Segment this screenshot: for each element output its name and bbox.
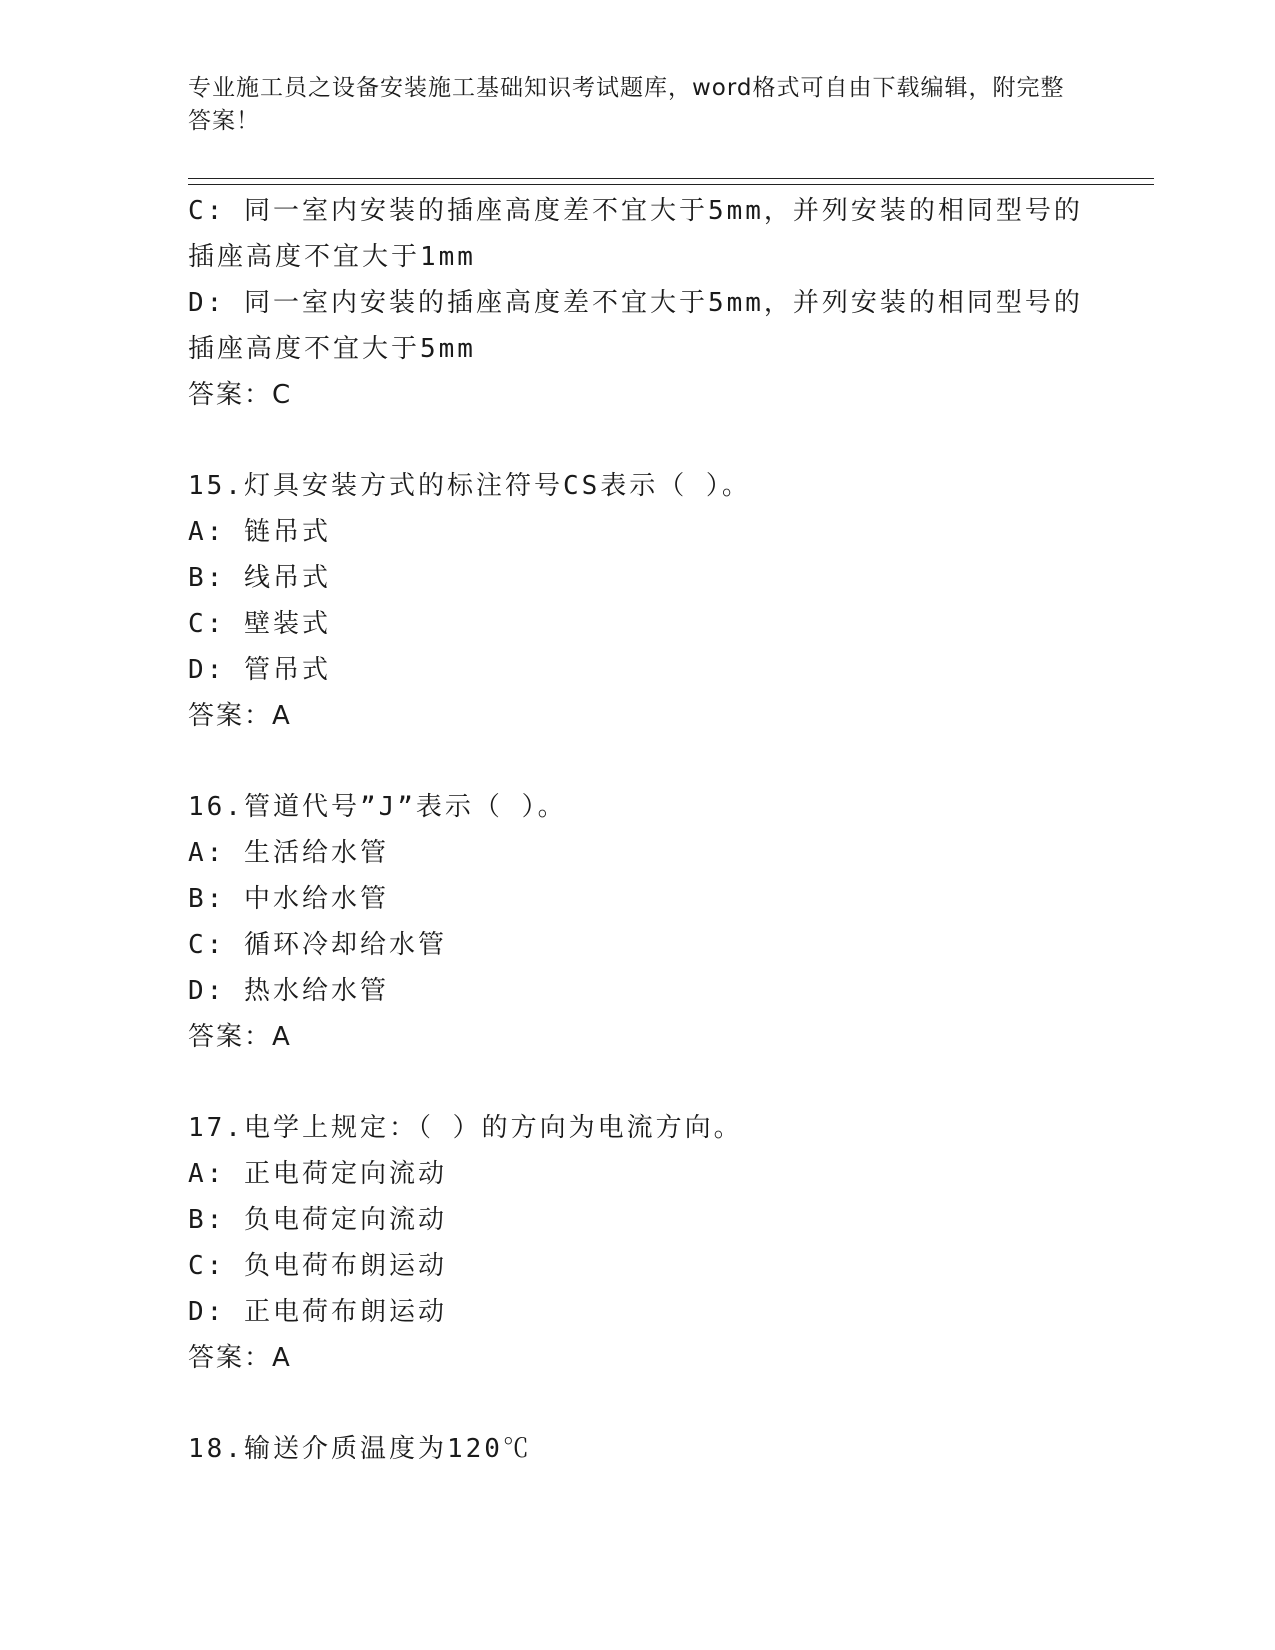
option-c: C: 同一室内安装的插座高度差不宜大于5mm，并列安装的相同型号的插座高度不宜大于1mm (188, 196, 1083, 272)
answer: 答案：A (188, 1343, 292, 1373)
option-a: A: 链吊式 (188, 517, 331, 547)
header-divider-bottom (188, 184, 1154, 185)
question-16 (188, 784, 1088, 1060)
option-a: A: 生活给水管 (188, 838, 389, 868)
question-18 (188, 1426, 1088, 1472)
header-title: 专业施工员之设备安装施工基础知识考试题库，word格式可自由下载编辑，附完整答案！ (188, 75, 1065, 134)
question-spacer (188, 418, 1088, 463)
answer: 答案：A (188, 701, 292, 731)
question-15 (188, 463, 1088, 739)
document-header (188, 72, 1068, 138)
option-b: B: 中水给水管 (188, 884, 389, 914)
option-b: B: 线吊式 (188, 563, 331, 593)
option-c: C: 壁装式 (188, 609, 331, 639)
question-14-tail (188, 188, 1088, 418)
question-spacer (188, 1060, 1088, 1105)
question-17 (188, 1105, 1088, 1381)
option-d: D: 正电荷布朗运动 (188, 1297, 447, 1327)
answer: 答案：C (188, 380, 293, 410)
question-stem: 18.输送介质温度为120℃ (188, 1434, 532, 1464)
option-b: B: 负电荷定向流动 (188, 1205, 447, 1235)
option-c: C: 负电荷布朗运动 (188, 1251, 447, 1281)
question-spacer (188, 1381, 1088, 1426)
question-spacer (188, 739, 1088, 784)
question-stem: 16.管道代号”J”表示（ ）。 (188, 792, 567, 822)
option-a: A: 正电荷定向流动 (188, 1159, 447, 1189)
option-c: C: 循环冷却给水管 (188, 930, 447, 960)
header-divider-top (188, 178, 1154, 179)
question-stem: 15.灯具安装方式的标注符号CS表示（ ）。 (188, 471, 751, 501)
option-d: D: 管吊式 (188, 655, 331, 685)
question-stem: 17.电学上规定：（ ）的方向为电流方向。 (188, 1113, 743, 1143)
option-d: D: 热水给水管 (188, 976, 389, 1006)
option-d: D: 同一室内安装的插座高度差不宜大于5mm，并列安装的相同型号的插座高度不宜大于5mm (188, 288, 1083, 364)
question-list (188, 188, 1088, 1472)
answer: 答案：A (188, 1022, 292, 1052)
